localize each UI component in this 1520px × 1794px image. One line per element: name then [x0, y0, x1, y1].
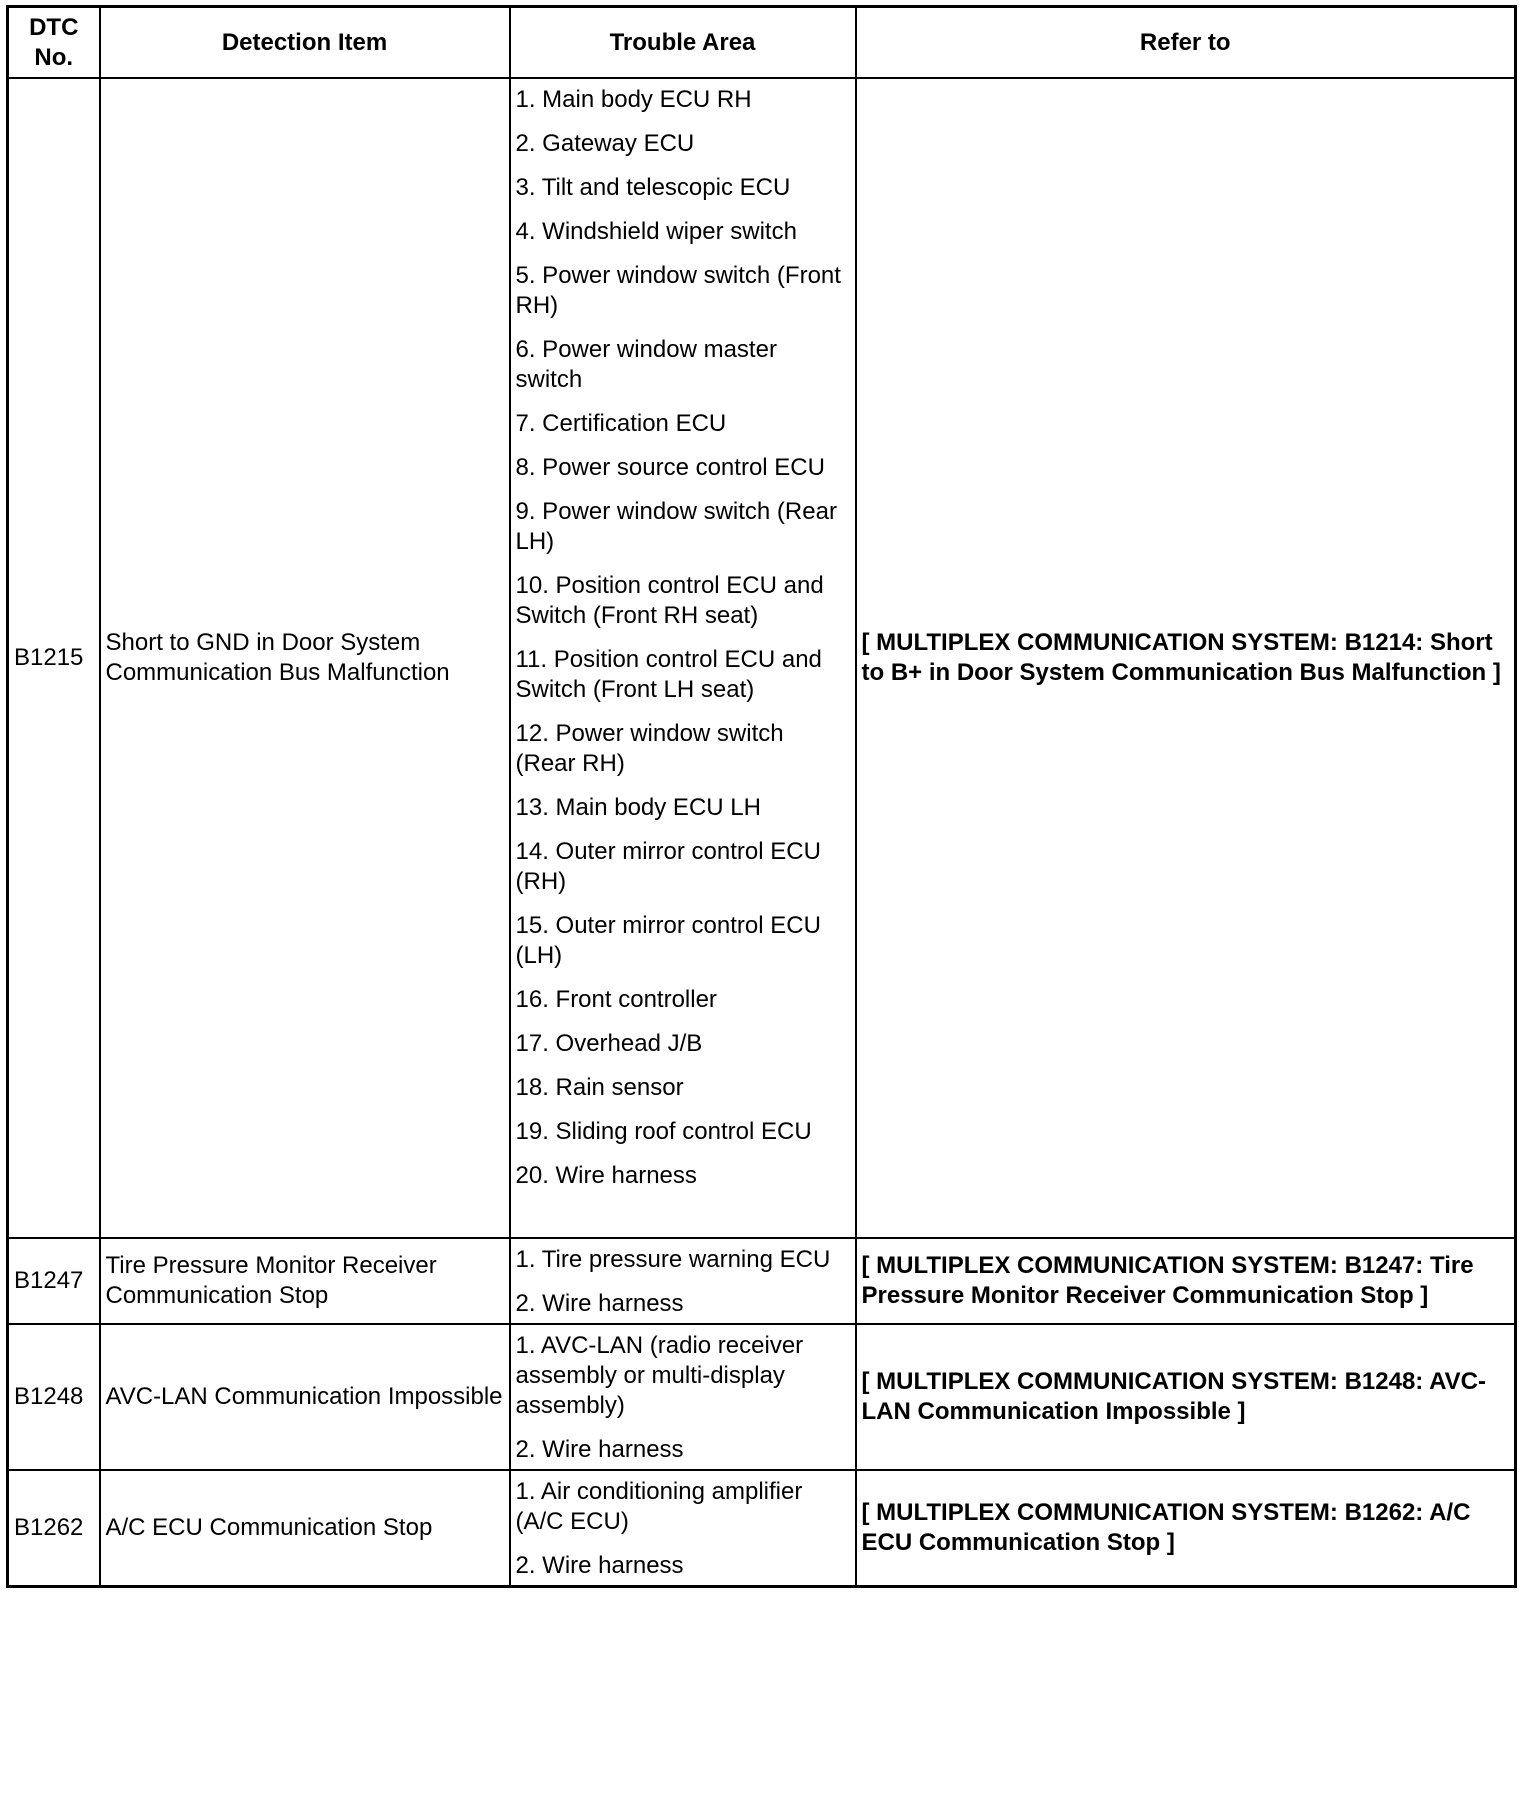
trouble-area-item: 6. Power window master switch	[515, 336, 777, 393]
table-row	[8, 1324, 1516, 1470]
trouble-area-item: 8. Power source control ECU	[515, 454, 825, 481]
trouble-area-item: 10. Position control ECU and Switch (Front RH seat)	[515, 572, 824, 629]
trouble-area-item: 1. Main body ECU RH	[515, 86, 752, 113]
header-dtc-no: DTC No.	[8, 7, 100, 79]
dtc-code: B1248	[8, 1324, 100, 1470]
trouble-area-item: 1. AVC-LAN (radio receiver assembly or multi-display assembly)	[515, 1332, 804, 1419]
trouble-area-item: 2. Wire harness	[515, 1436, 684, 1463]
trouble-area-item: 13. Main body ECU LH	[515, 794, 761, 821]
trouble-area-item: 2. Wire harness	[515, 1290, 684, 1317]
trouble-area-item: 5. Power window switch (Front RH)	[515, 262, 841, 319]
dtc-table	[6, 5, 1517, 1588]
detection-item: A/C ECU Communication Stop	[100, 1470, 510, 1587]
header-trouble-area: Trouble Area	[510, 7, 856, 79]
trouble-area-list	[510, 1470, 856, 1587]
detection-item: AVC-LAN Communication Impossible	[100, 1324, 510, 1470]
trouble-area-item: 15. Outer mirror control ECU (LH)	[515, 912, 821, 969]
trouble-area-list	[510, 1324, 856, 1470]
table-row	[8, 78, 1516, 1238]
trouble-area-item: 14. Outer mirror control ECU (RH)	[515, 838, 821, 895]
trouble-area-item: 3. Tilt and telescopic ECU	[515, 174, 791, 201]
trouble-area-list	[510, 1238, 856, 1324]
trouble-area-item: 18. Rain sensor	[515, 1074, 684, 1101]
trouble-area-item: 20. Wire harness	[515, 1162, 697, 1189]
trouble-area-item: 11. Position control ECU and Switch (Front LH seat)	[515, 646, 822, 703]
trouble-area-item: 7. Certification ECU	[515, 410, 727, 437]
trouble-area-item: 1. Tire pressure warning ECU	[515, 1246, 831, 1273]
trouble-area-item: 4. Windshield wiper switch	[515, 218, 797, 245]
header-detection-item: Detection Item	[100, 7, 510, 79]
trouble-area-item: 19. Sliding roof control ECU	[515, 1118, 812, 1145]
refer-to-link[interactable]: [ MULTIPLEX COMMUNICATION SYSTEM: B1247: Tire Pressure Monitor Receiver Communication Stop ]	[856, 1238, 1516, 1324]
dtc-code: B1262	[8, 1470, 100, 1587]
detection-item: Tire Pressure Monitor Receiver Communication Stop	[100, 1238, 510, 1324]
trouble-area-item: 1. Air conditioning amplifier (A/C ECU)	[515, 1478, 803, 1535]
header-refer-to: Refer to	[856, 7, 1516, 79]
dtc-code: B1215	[8, 78, 100, 1238]
trouble-area-list	[510, 78, 856, 1238]
dtc-code: B1247	[8, 1238, 100, 1324]
refer-to-link[interactable]: [ MULTIPLEX COMMUNICATION SYSTEM: B1214: Short to B+ in Door System Communication Bus Malfunction ]	[856, 78, 1516, 1238]
refer-to-link[interactable]: [ MULTIPLEX COMMUNICATION SYSTEM: B1262: A/C ECU Communication Stop ]	[856, 1470, 1516, 1587]
refer-to-link[interactable]: [ MULTIPLEX COMMUNICATION SYSTEM: B1248: AVC-LAN Communication Impossible ]	[856, 1324, 1516, 1470]
table-row	[8, 1238, 1516, 1324]
detection-item: Short to GND in Door System Communication Bus Malfunction	[100, 78, 510, 1238]
trouble-area-item: 12. Power window switch (Rear RH)	[515, 720, 784, 777]
trouble-area-item: 17. Overhead J/B	[515, 1030, 703, 1057]
trouble-area-item: 16. Front controller	[515, 986, 717, 1013]
table-row	[8, 1470, 1516, 1587]
trouble-area-item: 2. Gateway ECU	[515, 130, 695, 157]
header-row	[8, 7, 1516, 79]
trouble-area-item: 2. Wire harness	[515, 1552, 684, 1579]
trouble-area-item: 9. Power window switch (Rear LH)	[515, 498, 837, 555]
